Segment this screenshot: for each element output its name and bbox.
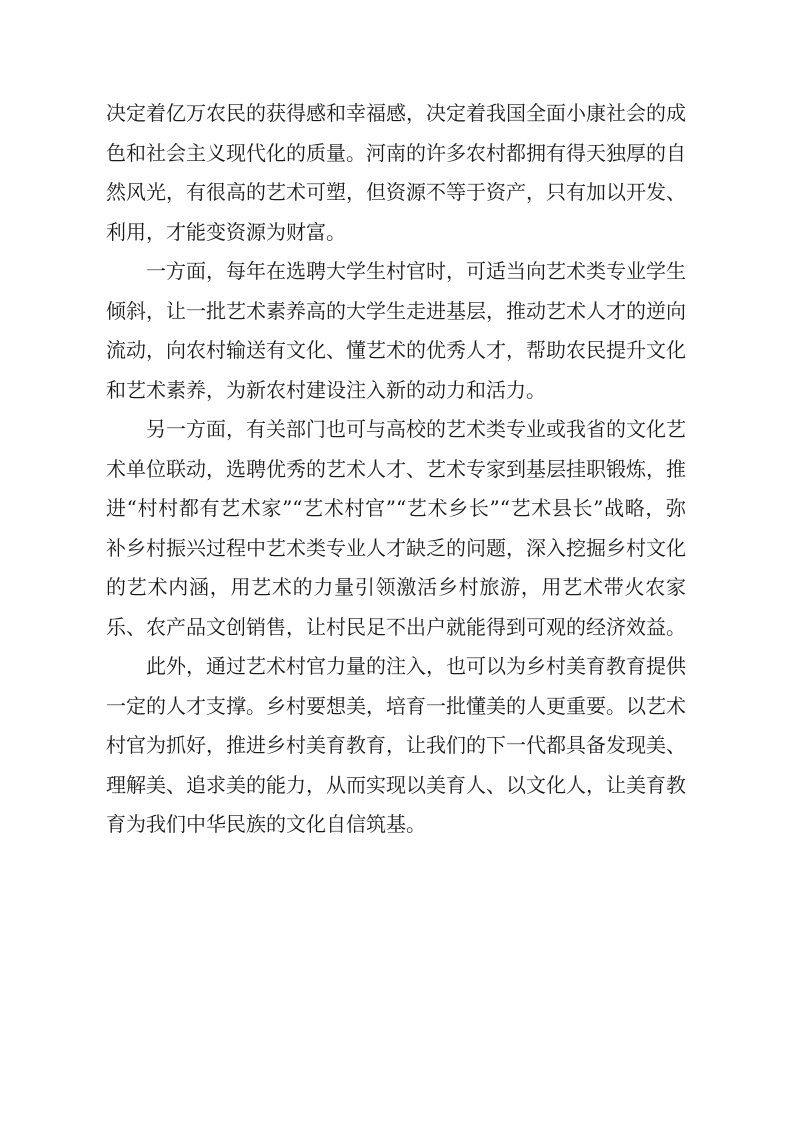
paragraph-3: 另一方面，有关部门也可与高校的艺术类专业或我省的文化艺术单位联动，选聘优秀的艺术人才、艺术专家到基层挂职锻炼，推进“村村都有艺术家”“艺术村官”“艺术乡长”“艺术县长”战略，弥补乡村振兴过程中艺术类专业人才缺乏的问题，深入挖掘乡村文化的艺术内涵，用艺术的力量引领激活乡村旅游，用艺术带火农家乐、农产品文创销售，让村民足不出户就能得到可观的经济效益。: [106, 417, 686, 639]
paragraph-1: 决定着亿万农民的获得感和幸福感，决定着我国全面小康社会的成色和社会主义现代化的质量。河南的许多农村都拥有得天独厚的自然风光，有很高的艺术可塑，但资源不等于资产，只有加以开发、利用，才能变资源为财富。: [106, 101, 686, 244]
paragraph-2: 一方面，每年在选聘大学生村官时，可适当向艺术类专业学生倾斜，让一批艺术素养高的大学生走进基层，推动艺术人才的逆向流动，向农村输送有文化、懂艺术的优秀人才，帮助农民提升文化和艺术素养，为新农村建设注入新的动力和活力。: [106, 259, 686, 402]
document-body: [106, 94, 686, 845]
paragraph-4: 此外，通过艺术村官力量的注入，也可以为乡村美育教育提供一定的人才支撑。乡村要想美，培育一批懂美的人更重要。以艺术村官为抓好，推进乡村美育教育，让我们的下一代都具备发现美、理解美、追求美的能力，从而实现以美育人、以文化人，让美育教育为我们中华民族的文化自信筑基。: [106, 654, 686, 836]
